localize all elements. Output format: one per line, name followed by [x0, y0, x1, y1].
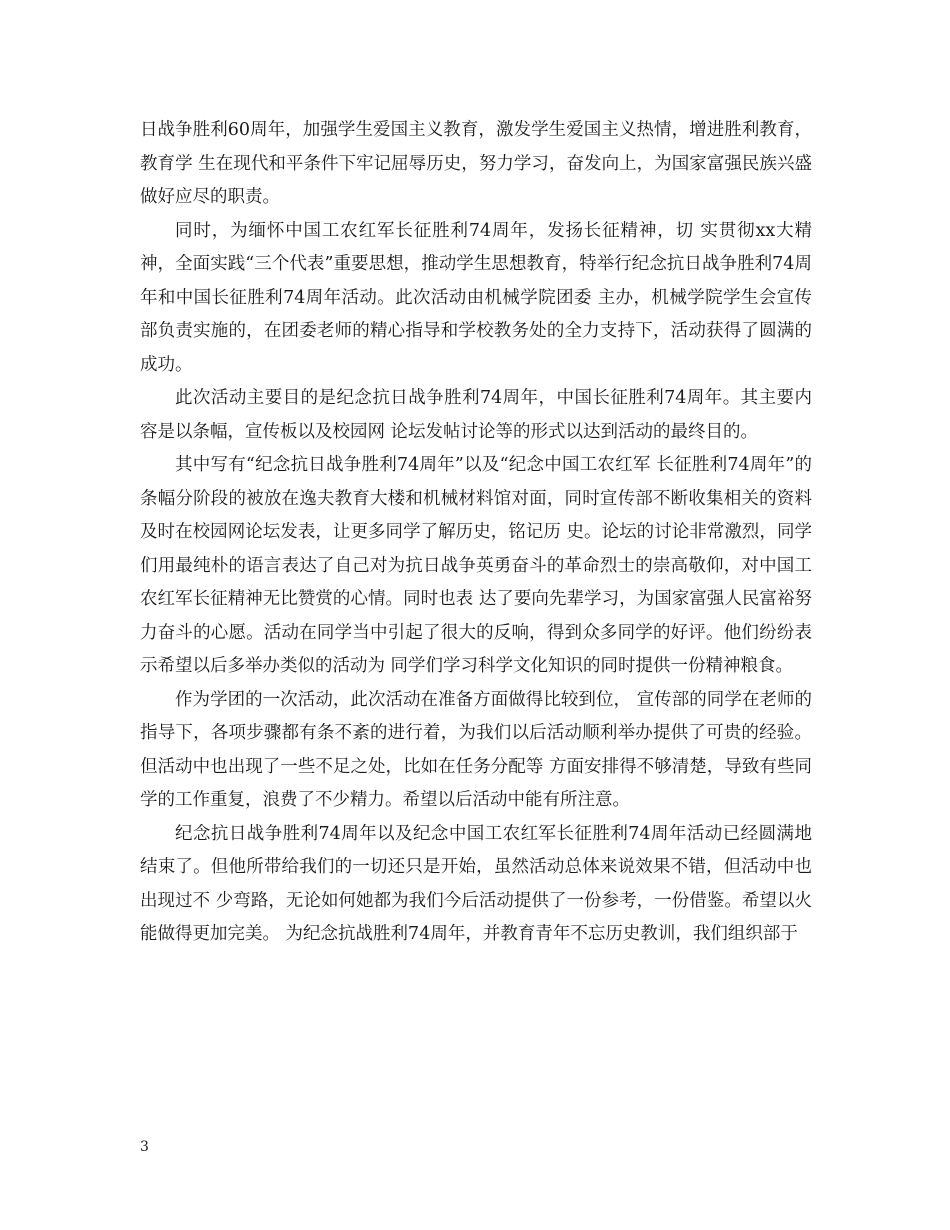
paragraph-6: 纪念抗日战争胜利74周年以及纪念中国工农红军长征胜利74周年活动已经圆满地结束了。但他所带给我们的一切还只是开始，虽然活动总体来说效果不错，但活动中也出现过不 少弯路，无论如何她都为我们今后活动提供了一份参考，一份借鉴。希望以火能做得更加完美。 为纪念抗战胜利74周年，并教育青年不忘历史教训，我们组织部于 — [140, 823, 812, 944]
paragraph-1: 日战争胜利60周年，加强学生爱国主义教育，激发学生爱国主义热情，增进胜利教育，教育学 生在现代和平条件下牢记屈辱历史，努力学习，奋发向上，为国家富强民族兴盛做好应尽的职责。 — [140, 120, 812, 207]
paragraph-3: 此次活动主要目的是纪念抗日战争胜利74周年，中国长征胜利74周年。其主要内容是以条幅，宣传板以及校园网 论坛发帖讨论等的形式以达到活动的最终目的。 — [140, 388, 812, 442]
page-number: 3 — [140, 1139, 149, 1155]
body-text — [140, 114, 812, 952]
paragraph-2: 同时，为缅怀中国工农红军长征胜利74周年，发扬长征精神，切 实贯彻xx大精神，全面实践“三个代表”重要思想，推动学生思想教育，特举行纪念抗日战争胜利74周年和中国长征胜利74周年活动。此次活动由机械学院团委 主办，机械学院学生会宣传部负责实施的，在团委老师的精心指导和学校教务处的全力支持下，活动获得了圆满的成功。 — [140, 220, 812, 375]
paragraph-5: 作为学团的一次活动，此次活动在准备方面做得比较到位， 宣传部的同学在老师的指导下，各项步骤都有条不紊的进行着，为我们以后活动顺利举办提供了可贵的经验。但活动中也出现了一些不足之处，比如在任务分配等 方面安排得不够清楚，导致有些同学的工作重复，浪费了不少精力。希望以后活动中能有所注意。 — [140, 689, 812, 810]
paragraph-4: 其中写有“纪念抗日战争胜利74周年”以及“纪念中国工农红军 长征胜利74周年”的条幅分阶段的被放在逸夫教育大楼和机械材料馆对面，同时宣传部不断收集相关的资料及时在校园网论坛发表，让更多同学了解历史，铭记历 史。论坛的讨论非常激烈，同学们用最纯朴的语言表达了自己对为抗日战争英勇奋斗的革命烈士的崇高敬仰，对中国工农红军长征精神无比赞赏的心情。同时也表 达了要向先辈学习，为国家富强人民富裕努力奋斗的心愿。活动在同学当中引起了很大的反响，得到众多同学的好评。他们纷纷表示希望以后多举办类似的活动为 同学们学习科学文化知识的同时提供一份精神粮食。 — [140, 455, 812, 676]
